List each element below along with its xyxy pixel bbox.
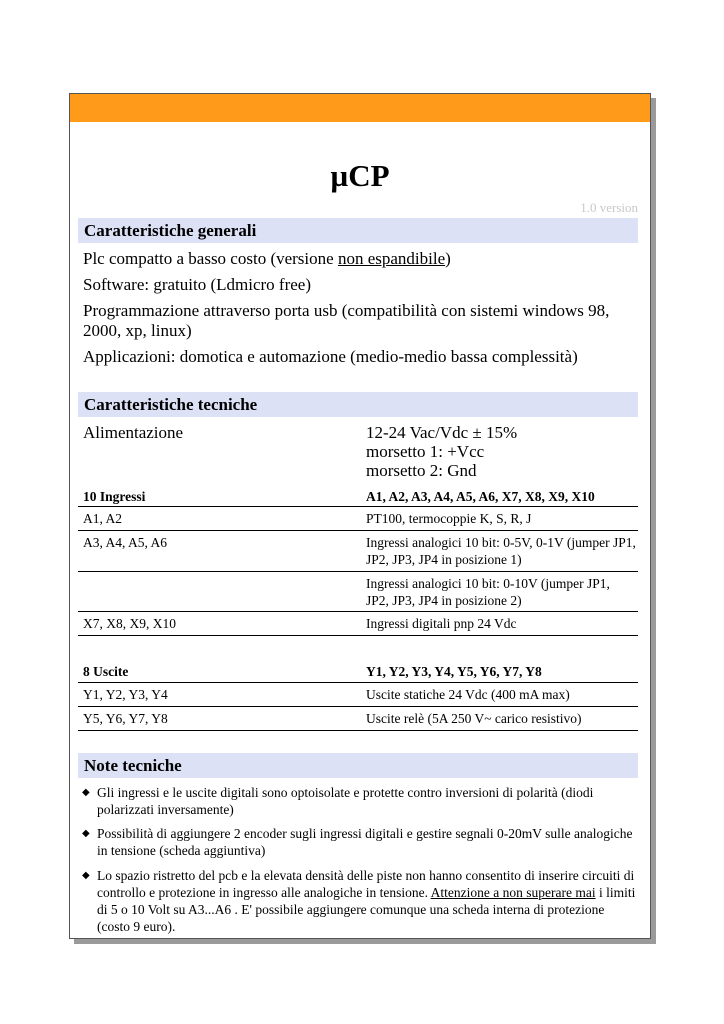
outputs-header-row bbox=[78, 660, 638, 683]
table-row bbox=[78, 531, 638, 572]
power-value-1: 12-24 Vac/Vdc ± 15% bbox=[366, 423, 518, 442]
table-row bbox=[78, 683, 638, 707]
power-value-2: morsetto 1: +Vcc bbox=[366, 442, 485, 461]
table-row bbox=[78, 507, 638, 531]
table-row bbox=[78, 572, 638, 612]
page-title: µCP bbox=[330, 158, 390, 193]
note-text bbox=[97, 867, 637, 935]
general-item-applications: Applicazioni: domotica e automazione (medio-medio bassa complessità) bbox=[83, 347, 578, 366]
row-value: PT100, termocoppie K, S, R, J bbox=[366, 511, 532, 526]
general-item-plc-text: Plc compatto a basso costo (versione bbox=[83, 249, 338, 268]
section-header-general: Caratteristiche generali bbox=[78, 218, 638, 243]
row-label: A3, A4, A5, A6 bbox=[83, 535, 168, 550]
non-espandibile-link[interactable]: non espandibile bbox=[337, 249, 446, 268]
outputs-header-value: Y1, Y2, Y3, Y4, Y5, Y6, Y7, Y8 bbox=[366, 664, 542, 679]
row-label: Y1, Y2, Y3, Y4 bbox=[83, 687, 168, 702]
general-item-programming: Programmazione attraverso porta usb (compatibilità con sistemi windows 98, 2000, xp, linux) bbox=[83, 301, 610, 340]
inputs-header-value: A1, A2, A3, A4, A5, A6, X7, X8, X9, X10 bbox=[366, 489, 595, 504]
inputs-header-label: 10 Ingressi bbox=[83, 489, 146, 504]
note-text-part: Lo spazio ristretto del pcb e la elevata densità delle piste non hanno consentito di inserire circuiti di controllo e protezione in ingresso alle analogiche in tensione. bbox=[97, 868, 635, 900]
row-label: Y5, Y6, Y7, Y8 bbox=[83, 711, 168, 726]
general-item-software: Software: gratuito (Ldmicro free) bbox=[83, 275, 311, 294]
row-value: Ingressi digitali pnp 24 Vdc bbox=[366, 616, 517, 631]
row-label: X7, X8, X9, X10 bbox=[83, 616, 176, 631]
power-label: Alimentazione bbox=[83, 423, 184, 442]
power-value-3: morsetto 2: Gnd bbox=[366, 461, 477, 480]
note-text: Possibilità di aggiungere 2 encoder sugli ingressi digitali e gestire segnali 0-20mV sulle analogiche in tensione (scheda aggiuntiva) bbox=[97, 826, 633, 858]
row-value: Ingressi analogici 10 bit: 0-5V, 0-1V (jumper JP1, JP2, JP3, JP4 in posizione 1) bbox=[366, 535, 636, 567]
diamond-bullet-icon: ◆ bbox=[82, 828, 90, 839]
table-row bbox=[78, 612, 638, 636]
warning-underlined-text: Attenzione a non superare mai bbox=[430, 885, 596, 900]
note-text-part: i limiti di 5 o 10 Volt su A3...A6 . E' possibile aggiungere comunque una scheda interna di protezione (costo 9 euro). bbox=[97, 885, 636, 934]
note-text: Gli ingressi e le uscite digitali sono optoisolate e protette contro inversioni di polarità (diodi polarizzati inversamente) bbox=[97, 785, 594, 817]
version-label: 1.0 version bbox=[580, 200, 638, 215]
row-value: Uscite relè (5A 250 V~ carico resistivo) bbox=[366, 711, 582, 726]
row-label: A1, A2 bbox=[83, 511, 123, 526]
row-value: Ingressi analogici 10 bit: 0-10V (jumper JP1, JP2, JP3, JP4 in posizione 2) bbox=[366, 576, 610, 608]
general-item-plc bbox=[83, 249, 633, 269]
inputs-header-row bbox=[78, 485, 638, 507]
section-header-notes: Note tecniche bbox=[78, 753, 638, 778]
general-item-plc-close: ) bbox=[445, 249, 451, 268]
table-row bbox=[78, 707, 638, 731]
outputs-header-label: 8 Uscite bbox=[83, 664, 129, 679]
header-bar bbox=[70, 94, 650, 122]
diamond-bullet-icon: ◆ bbox=[82, 870, 90, 881]
diamond-bullet-icon: ◆ bbox=[82, 787, 90, 798]
row-value: Uscite statiche 24 Vdc (400 mA max) bbox=[366, 687, 570, 702]
document-sheet bbox=[69, 93, 651, 939]
section-header-technical: Caratteristiche tecniche bbox=[78, 392, 638, 417]
